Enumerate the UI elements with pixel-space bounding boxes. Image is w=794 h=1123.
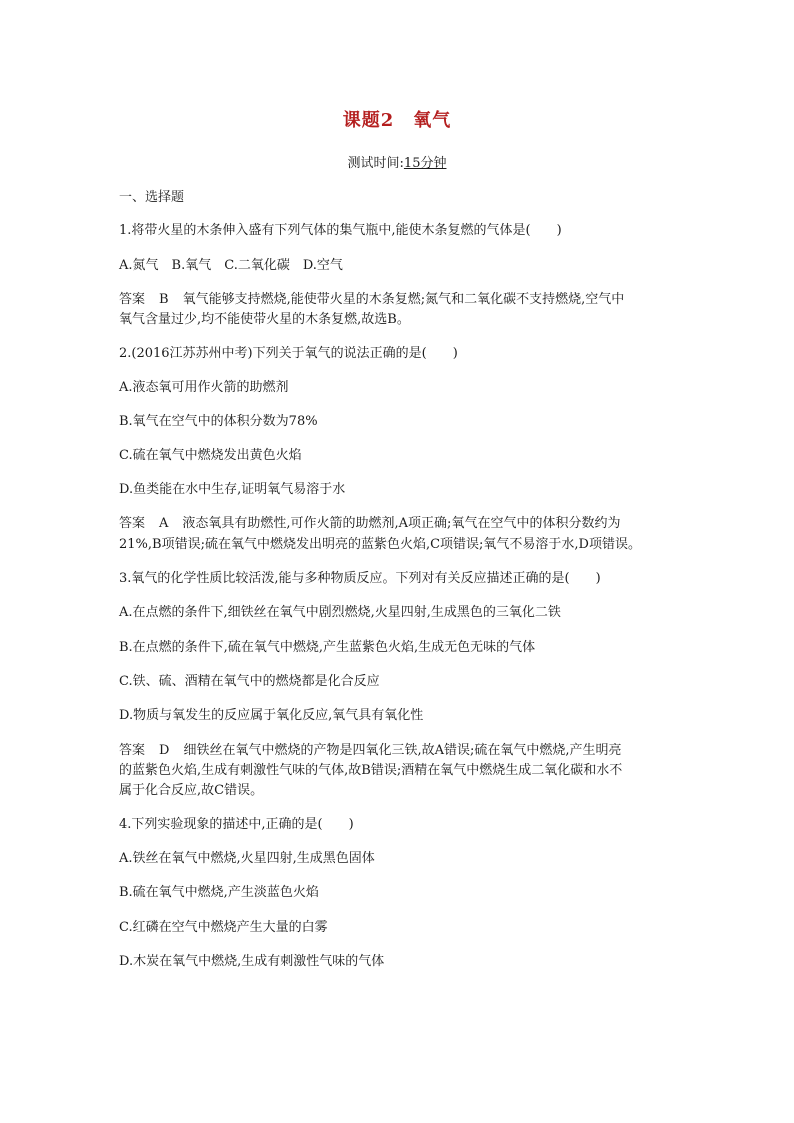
- answer-explanation: 氧气能够支持燃烧,能使带火星的木条复燃;氮气和二氧化碳不支持燃烧,空气中: [182, 292, 625, 307]
- q2-option-c: C.硫在氧气中燃烧发出黄色火焰: [119, 448, 302, 463]
- section-heading: 一、选择题: [119, 190, 185, 205]
- q3-option-a: A.在点燃的条件下,细铁丝在氧气中剧烈燃烧,火星四射,生成黑色的三氧化二铁: [119, 605, 561, 620]
- test-time-value: 15分钟: [403, 156, 447, 171]
- answer-key: B: [159, 292, 169, 307]
- q1-answer: [119, 290, 624, 310]
- q2-answer: [119, 514, 620, 534]
- q3-explanation-3: 属于化合反应,故C错误。: [119, 783, 264, 798]
- q2-option-b: B.氧气在空气中的体积分数为78%: [119, 414, 318, 429]
- q3-explanation-2: 的蓝紫色火焰,生成有刺激性气味的气体,故B错误;酒精在氧气中燃烧生成二氧化碳和水不: [119, 763, 623, 778]
- q2-explanation-2: 21%,B项错误;硫在氧气中燃烧发出明亮的蓝紫色火焰,C项错误;氧气不易溶于水,D项错误。: [119, 537, 641, 552]
- q2-stem: 2.(2016江苏苏州中考)下列关于氧气的说法正确的是( ): [119, 346, 458, 361]
- q1-explanation-2: 氧气含量过少,均不能使带火星的木条复燃,故选B。: [119, 312, 410, 327]
- test-time-label: 测试时间:: [347, 156, 404, 171]
- q2-option-d: D.鱼类能在水中生存,证明氧气易溶于水: [119, 482, 346, 497]
- q4-option-b: B.硫在氧气中燃烧,产生淡蓝色火焰: [119, 885, 319, 900]
- q4-option-d: D.木炭在氧气中燃烧,生成有刺激性气味的气体: [119, 954, 385, 969]
- q4-option-a: A.铁丝在氧气中燃烧,火星四射,生成黑色固体: [119, 851, 375, 866]
- answer-explanation: 细铁丝在氧气中燃烧的产物是四氧化三铁,故A错误;硫在氧气中燃烧,产生明亮: [183, 743, 622, 758]
- q1-options: A.氮气 B.氧气 C.二氧化碳 D.空气: [119, 258, 343, 273]
- answer-label: 答案: [119, 292, 146, 307]
- q3-option-c: C.铁、硫、酒精在氧气中的燃烧都是化合反应: [119, 674, 380, 689]
- answer-key: D: [159, 743, 170, 758]
- q3-answer: [119, 741, 622, 761]
- q2-option-a: A.液态氧可用作火箭的助燃剂: [119, 380, 289, 395]
- answer-label: 答案: [119, 743, 146, 758]
- page-title: 课题2 氧气: [342, 110, 452, 131]
- q4-stem: 4.下列实验现象的描述中,正确的是( ): [119, 817, 354, 832]
- answer-label: 答案: [119, 516, 146, 531]
- q1-stem: 1.将带火星的木条伸入盛有下列气体的集气瓶中,能使木条复燃的气体是( ): [119, 223, 562, 238]
- q3-stem: 3.氧气的化学性质比较活泼,能与多种物质反应。下列对有关反应描述正确的是( ): [119, 571, 601, 586]
- q3-option-d: D.物质与氧发生的反应属于氧化反应,氧气具有氧化性: [119, 708, 424, 723]
- q3-option-b: B.在点燃的条件下,硫在氧气中燃烧,产生蓝紫色火焰,生成无色无味的气体: [119, 640, 536, 655]
- q4-option-c: C.红磷在空气中燃烧产生大量的白雾: [119, 920, 328, 935]
- answer-explanation: 液态氧具有助燃性,可作火箭的助燃剂,A项正确;氧气在空气中的体积分数约为: [182, 516, 621, 531]
- test-time: [0, 152, 794, 171]
- answer-key: A: [159, 516, 169, 531]
